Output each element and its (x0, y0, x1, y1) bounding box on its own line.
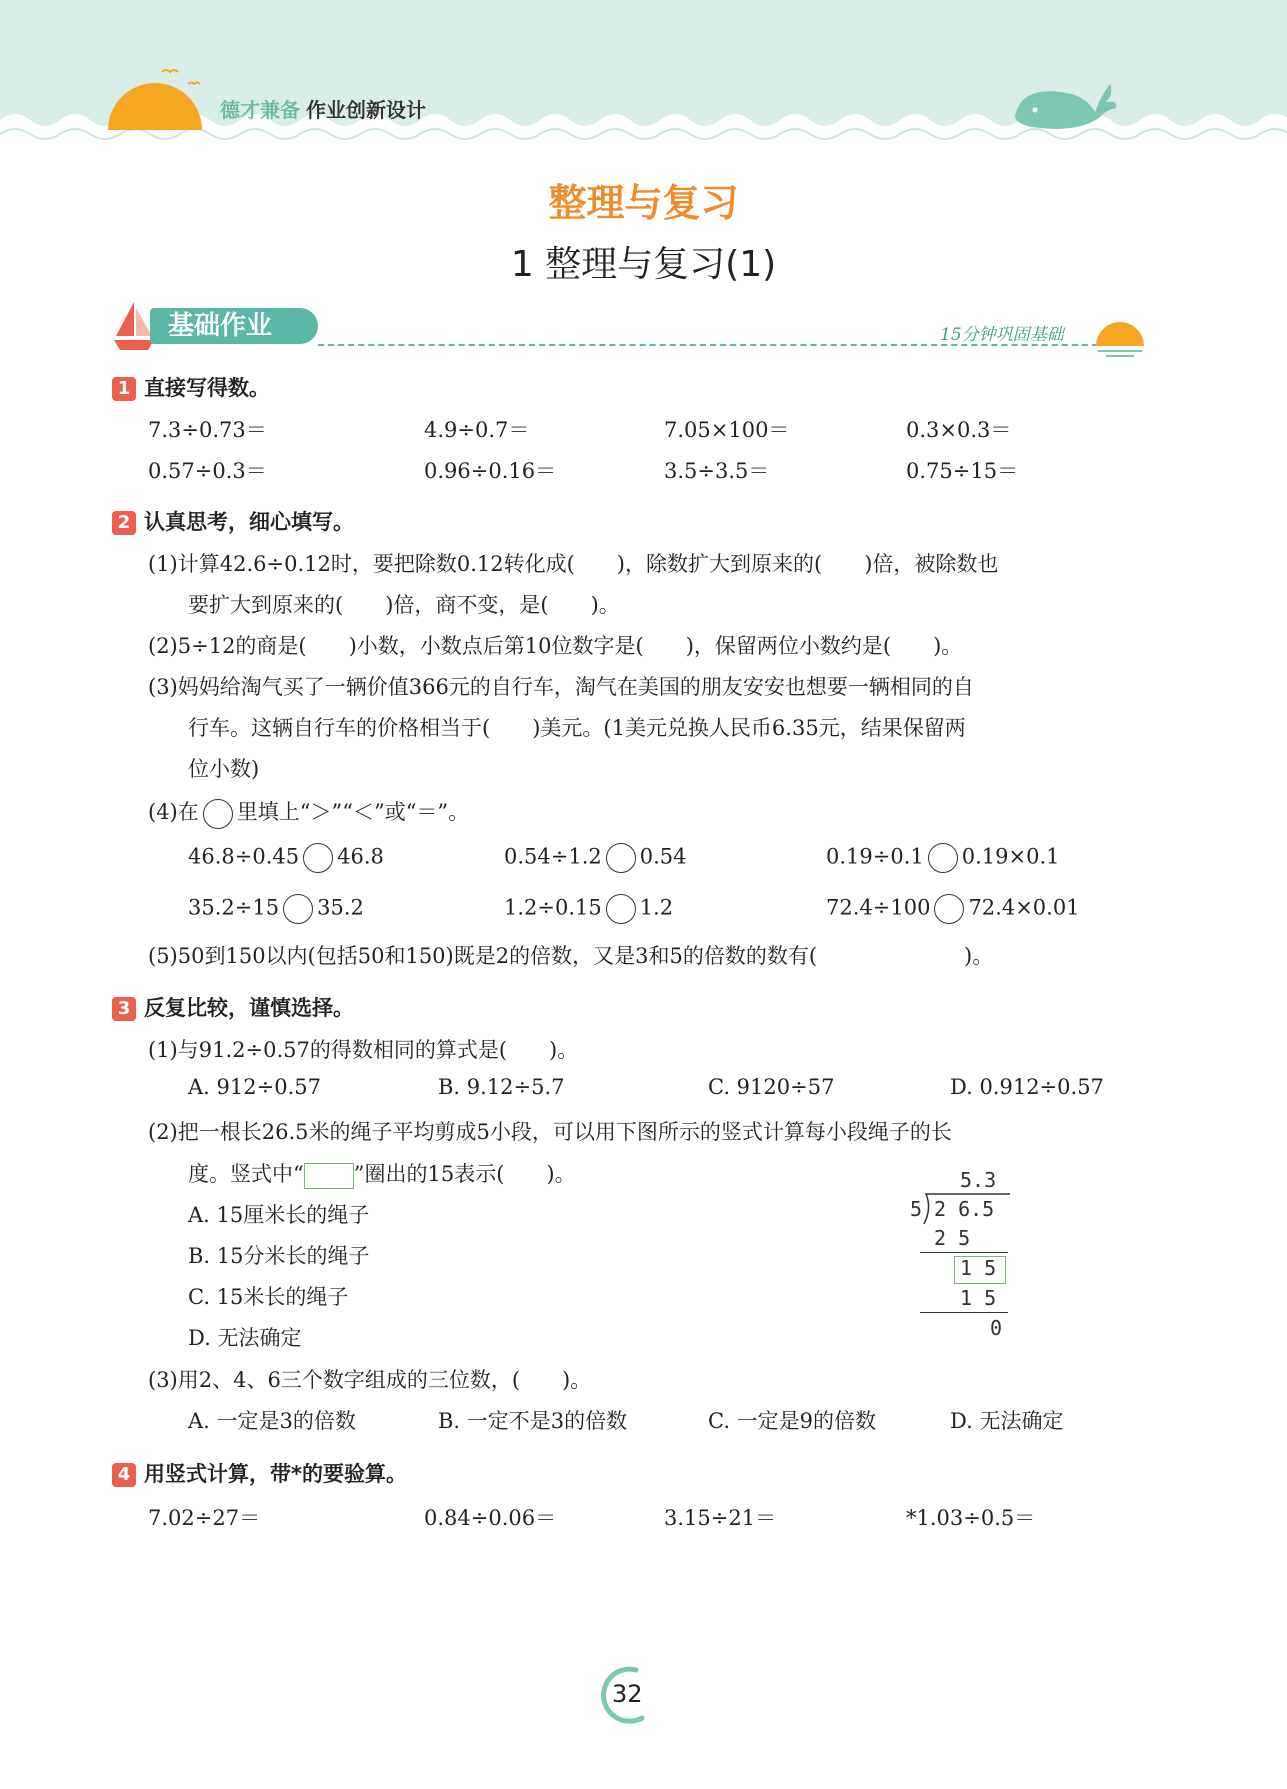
choice-option[interactable]: C. 一定是9的倍数 (708, 1409, 877, 1433)
whale-icon (1010, 72, 1120, 132)
compare-circle[interactable] (283, 894, 313, 924)
choice-option[interactable]: B. 15分米长的绳子 (188, 1244, 370, 1268)
choice-option[interactable]: B. 9.12÷5.7 (438, 1075, 565, 1099)
compare-item (826, 843, 1060, 873)
lesson-title: 1 整理与复习(1) (510, 244, 777, 285)
q3-part-2b (188, 1158, 576, 1189)
compare-item (188, 894, 364, 924)
q2-line: 位小数) (188, 757, 260, 781)
division-dividend: 2 6.5 (934, 1197, 995, 1221)
page-title: 整理与复习 (548, 181, 739, 225)
q2-line-4 (148, 796, 469, 829)
choice-option[interactable]: A. 一定是3的倍数 (188, 1409, 356, 1433)
division-line (920, 1252, 1008, 1253)
q3-part: (3)用2、4、6三个数字组成的三位数，( )。 (148, 1368, 592, 1392)
division-quotient: 5.3 (960, 1168, 997, 1192)
division-step: 2 5 (934, 1226, 971, 1250)
compare-item (826, 894, 1080, 924)
q4-item: *1.03÷0.5＝ (906, 1506, 1036, 1530)
sun-icon (100, 60, 210, 130)
q1-heading-text: 直接写得数。 (144, 376, 270, 400)
choice-option[interactable]: C. 9120÷57 (708, 1075, 835, 1099)
q1-item: 3.5÷3.5＝ (664, 459, 770, 483)
choice-option[interactable]: D. 无法确定 (188, 1326, 302, 1350)
compare-left: 72.4÷100 (826, 895, 931, 920)
q4-item: 3.15÷21＝ (664, 1506, 777, 1530)
compare-item (188, 843, 384, 873)
compare-right: 1.2 (639, 895, 674, 920)
q3-p2b-post: ”圈出的15表示( )。 (353, 1162, 576, 1186)
q2-number: 2 (112, 511, 136, 535)
compare-right: 35.2 (317, 895, 364, 920)
choice-option[interactable]: D. 无法确定 (950, 1409, 1064, 1433)
q1-item: 7.05×100＝ (664, 418, 790, 442)
q2-line: (3)妈妈给淘气买了一辆价值366元的自行车，淘气在美国的朋友安安也想要一辆相同的自 (148, 675, 974, 699)
compare-item (504, 894, 673, 924)
q4-heading-text: 用竖式计算，带*的要验算。 (144, 1462, 407, 1486)
choice-option[interactable]: B. 一定不是3的倍数 (438, 1409, 628, 1433)
section-label: 基础作业 (150, 308, 318, 344)
division-remainder: 1 5 (960, 1256, 997, 1280)
q1-item: 0.3×0.3＝ (906, 418, 1012, 442)
q1-item: 0.75÷15＝ (906, 459, 1019, 483)
small-sun-icon (1092, 318, 1152, 358)
q2-heading-text: 认真思考，细心填写。 (144, 510, 354, 534)
q1-item: 7.3÷0.73＝ (148, 418, 267, 442)
page-number: 32 (612, 1680, 643, 1708)
compare-right: 46.8 (337, 844, 384, 869)
choice-option[interactable]: A. 15厘米长的绳子 (188, 1203, 370, 1227)
q4-item: 0.84÷0.06＝ (424, 1506, 557, 1530)
q2-line: (1)计算42.6÷0.12时，要把除数0.12转化成( )，除数扩大到原来的( )倍，被除数也 (148, 552, 999, 576)
division-divisor: 5 (910, 1197, 923, 1221)
q1-item: 0.57÷0.3＝ (148, 459, 267, 483)
q2-line: (5)50到150以内(包括50和150)既是2的倍数，又是3和5的倍数的数有( )。 (148, 944, 994, 968)
q3-p2b-pre: 度。竖式中“ (188, 1162, 304, 1186)
q1-item: 0.96÷0.16＝ (424, 459, 557, 483)
compare-left: 0.54÷1.2 (504, 844, 602, 869)
q3-heading-text: 反复比较，谨慎选择。 (144, 996, 354, 1020)
q2-line: (2)5÷12的商是( )小数，小数点后第10位数字是( )，保留两位小数约是( )。 (148, 634, 963, 658)
compare-circle[interactable] (928, 843, 958, 873)
q2-l4-pre: (4)在 (148, 800, 199, 824)
brand-green: 德才兼备 (220, 98, 300, 122)
q1-number: 1 (112, 377, 136, 401)
compare-left: 0.19÷0.1 (826, 844, 924, 869)
compare-left: 35.2÷15 (188, 895, 280, 920)
q3-part: (2)把一根长26.5米的绳子平均剪成5小段，可以用下图所示的竖式计算每小段绳子的长 (148, 1120, 952, 1144)
compare-circle[interactable] (303, 843, 333, 873)
highlight-box (304, 1163, 354, 1189)
choice-option[interactable]: A. 912÷0.57 (188, 1075, 321, 1099)
q3-number: 3 (112, 997, 136, 1021)
compare-item (504, 843, 687, 873)
compare-circle[interactable] (606, 894, 636, 924)
compare-left: 1.2÷0.15 (504, 895, 602, 920)
q1-heading (112, 372, 270, 402)
section-note: 15分钟巩固基础 (940, 325, 1064, 345)
compare-circle[interactable] (934, 894, 964, 924)
q4-number: 4 (112, 1463, 136, 1487)
q4-item: 7.02÷27＝ (148, 1506, 261, 1530)
compare-left: 46.8÷0.45 (188, 844, 300, 869)
q3-part: (1)与91.2÷0.57的得数相同的算式是( )。 (148, 1038, 579, 1062)
compare-right: 72.4×0.01 (968, 895, 1080, 920)
division-remainder: 0 (990, 1316, 1003, 1340)
compare-circle[interactable] (606, 843, 636, 873)
choice-option[interactable]: D. 0.912÷0.57 (950, 1075, 1104, 1099)
division-line (920, 1312, 1008, 1313)
q3-heading (112, 992, 354, 1022)
compare-circle (203, 799, 233, 829)
q2-line: 行车。这辆自行车的价格相当于( )美元。(1美元兑换人民币6.35元，结果保留两 (188, 716, 966, 740)
q4-heading (112, 1458, 407, 1488)
q2-heading (112, 506, 354, 536)
q1-item: 4.9÷0.7＝ (424, 418, 530, 442)
q2-line: 要扩大到原来的( )倍，商不变，是( )。 (188, 593, 620, 617)
compare-right: 0.19×0.1 (961, 844, 1060, 869)
brand-black: 作业创新设计 (306, 98, 426, 122)
compare-right: 0.54 (639, 844, 687, 869)
choice-option[interactable]: C. 15米长的绳子 (188, 1285, 349, 1309)
brand (220, 94, 426, 123)
q2-l4-post: 里填上“＞”“＜”或“＝”。 (236, 800, 470, 824)
division-step: 1 5 (960, 1286, 997, 1310)
